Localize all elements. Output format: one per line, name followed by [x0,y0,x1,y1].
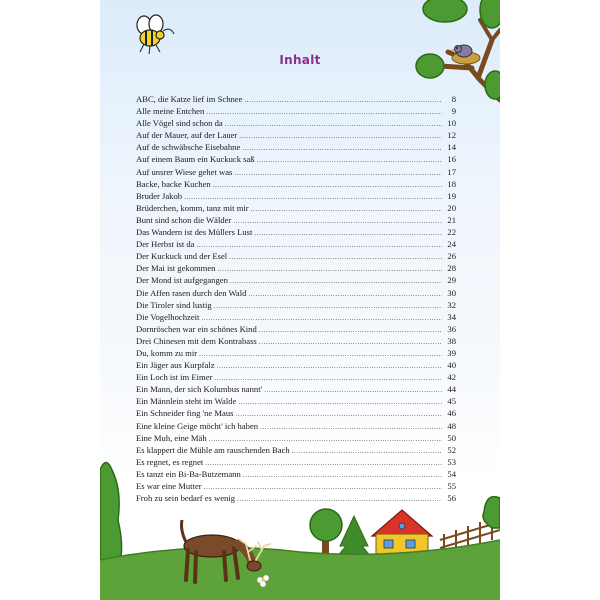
toc-entry-title: Auf unsrer Wiese gehet was [136,166,233,177]
toc-entry [136,359,456,371]
toc-entry [136,105,456,117]
toc-entry-page: 54 [447,468,456,479]
toc-entry-page: 17 [447,166,456,177]
toc-dot-leader [237,493,442,505]
toc-entry [136,432,456,444]
toc-entry-title: Dornröschen war ein schönes Kind [136,323,257,334]
toc-dot-leader [196,239,442,251]
toc-entry [136,178,456,190]
toc-entry-page: 21 [447,214,456,225]
toc-entry-title: Das Wandern ist des Müllers Lust [136,227,253,238]
toc-dot-leader [199,348,442,360]
toc-entry-title: Der Herbst ist da [136,239,195,250]
toc-entry [136,395,456,407]
toc-entry [136,383,456,395]
toc-entry-title: Eine kleine Geige möcht' ich haben [136,420,259,431]
toc-entry-title: Es tanzt ein Bi-Ba-Butzemann [136,468,241,479]
toc-entry-page: 26 [447,251,456,262]
toc-dot-leader [238,396,442,408]
toc-entry-title: Du, komm zu mir [136,347,198,358]
toc-entry-page: 40 [447,360,456,371]
toc-entry-page: 39 [447,347,456,358]
toc-entry-page: 8 [451,94,456,104]
toc-entry-title: Ein Schneider fing 'ne Maus [136,408,234,419]
toc-dot-leader [239,130,442,142]
toc-dot-leader [257,154,442,166]
toc-entry-title: Ein Mann, der sich Kolumbus nannt' [136,384,263,395]
toc-entry-title: Auf der Mauer, auf der Lauer [136,130,238,141]
toc-dot-leader [243,469,442,481]
toc-entry-title: Froh zu sein bedarf es wenig [136,493,236,504]
toc-entry-title: Auf de schwäbsche Eisebahne [136,142,241,153]
toc-entry-title: Backe, backe Kuchen [136,178,211,189]
toc-entry [136,480,456,492]
toc-entry-page: 28 [447,263,456,274]
toc-dot-leader [229,251,442,263]
tree-with-bird-icon [416,0,500,100]
toc-entry-page: 19 [447,190,456,201]
toc-dot-leader [248,288,442,300]
toc-entry-title: Die Affen rasen durch den Wald [136,287,247,298]
toc-entry-page: 42 [447,372,456,383]
toc-entry [136,166,456,178]
toc-dot-leader [254,227,442,239]
toc-entry-page: 48 [447,420,456,431]
toc-entry [136,323,456,335]
toc-entry [136,468,456,480]
toc-entry-page: 29 [447,275,456,286]
toc-dot-leader [244,94,442,106]
toc-entry-title: Ein Loch ist im Eimer [136,372,213,383]
table-of-contents [136,93,456,504]
toc-dot-leader [260,421,442,433]
toc-entry [136,311,456,323]
toc-entry-title: Der Mai ist gekommen [136,263,216,274]
toc-entry [136,299,456,311]
toc-dot-leader [292,445,442,457]
toc-entry-page: 55 [447,481,456,491]
toc-entry [136,93,456,105]
toc-entry [136,226,456,238]
toc-dot-leader [264,384,442,396]
toc-entry-page: 50 [447,432,456,443]
toc-entry-page: 56 [447,493,456,504]
toc-entry-page: 53 [447,456,456,467]
toc-entry-page: 38 [447,335,456,346]
toc-entry-title: Auf einem Baum ein Kuckuck saß [136,154,255,165]
toc-entry-page: 30 [447,287,456,298]
toc-entry-title: ABC, die Katze lief im Schnee [136,94,243,104]
toc-entry-page: 22 [447,227,456,238]
toc-entry [136,347,456,359]
toc-entry [136,141,456,153]
toc-entry-page: 36 [447,323,456,334]
toc-dot-leader [259,336,442,348]
toc-entry [136,287,456,299]
toc-entry-title: Brüderchen, komm, tanz mit mir [136,202,249,213]
toc-entry-page: 46 [447,408,456,419]
toc-entry-page: 20 [447,202,456,213]
toc-entry-title: Bunt sind schon die Wälder [136,214,232,225]
toc-entry-title: Alle meine Entchen [136,106,205,117]
toc-entry-page: 44 [447,384,456,395]
toc-dot-leader [259,324,442,336]
toc-dot-leader [236,408,443,420]
toc-entry [136,492,456,504]
toc-entry-page: 34 [447,311,456,322]
toc-entry-title: Eine Muh, eine Mäh [136,432,207,443]
toc-entry [136,444,456,456]
toc-entry-page: 12 [447,130,456,141]
toc-dot-leader [217,263,442,275]
toc-entry-title: Es regnet, es regnet [136,456,204,467]
toc-entry-title: Bruder Jakob [136,190,183,201]
toc-dot-leader [214,300,442,312]
toc-entry [136,153,456,165]
toc-entry [136,214,456,226]
toc-entry [136,407,456,419]
toc-entry [136,262,456,274]
page-title: Inhalt [279,53,321,67]
toc-entry [136,202,456,214]
toc-dot-leader [217,360,442,372]
toc-entry [136,238,456,250]
toc-entry-title: Es klappert die Mühle am rauschenden Bach [136,444,290,455]
toc-entry-page: 24 [447,239,456,250]
toc-entry-page: 10 [447,118,456,129]
toc-entry-title: Alle Vögel sind schon da [136,118,223,129]
toc-entry-page: 18 [447,178,456,189]
toc-entry-title: Der Mond ist aufgegangen [136,275,228,286]
toc-entry-title: Es war eine Mutter [136,481,202,491]
toc-dot-leader [206,106,442,118]
toc-entry-title: Ein Jäger aus Kurpfalz [136,360,215,371]
toc-entry [136,456,456,468]
toc-entry-title: Der Kuckuck und der Esel [136,251,228,262]
toc-dot-leader [233,215,442,227]
toc-entry-title: Ein Männlein steht im Walde [136,396,237,407]
book-page [100,0,500,600]
toc-entry [136,335,456,347]
toc-dot-leader [234,167,442,179]
toc-entry [136,117,456,129]
toc-entry [136,274,456,286]
toc-entry [136,371,456,383]
toc-entry [136,129,456,141]
toc-dot-leader [213,179,442,191]
toc-entry-page: 45 [447,396,456,407]
toc-entry-page: 16 [447,154,456,165]
toc-dot-leader [204,481,442,493]
toc-entry [136,190,456,202]
toc-dot-leader [251,203,442,215]
toc-entry-title: Drei Chinesen mit dem Kontrabass [136,335,257,346]
toc-dot-leader [225,118,442,130]
toc-entry [136,250,456,262]
toc-entry-page: 9 [451,106,456,117]
toc-entry-title: Die Vogelhochzeit [136,311,200,322]
bee-icon [137,15,174,54]
toc-dot-leader [242,142,442,154]
toc-entry-page: 14 [447,142,456,153]
toc-dot-leader [230,275,442,287]
toc-entry-title: Die Tiroler sind lustig [136,299,212,310]
toc-entry [136,420,456,432]
toc-entry-page: 32 [447,299,456,310]
toc-entry-page: 52 [447,444,456,455]
